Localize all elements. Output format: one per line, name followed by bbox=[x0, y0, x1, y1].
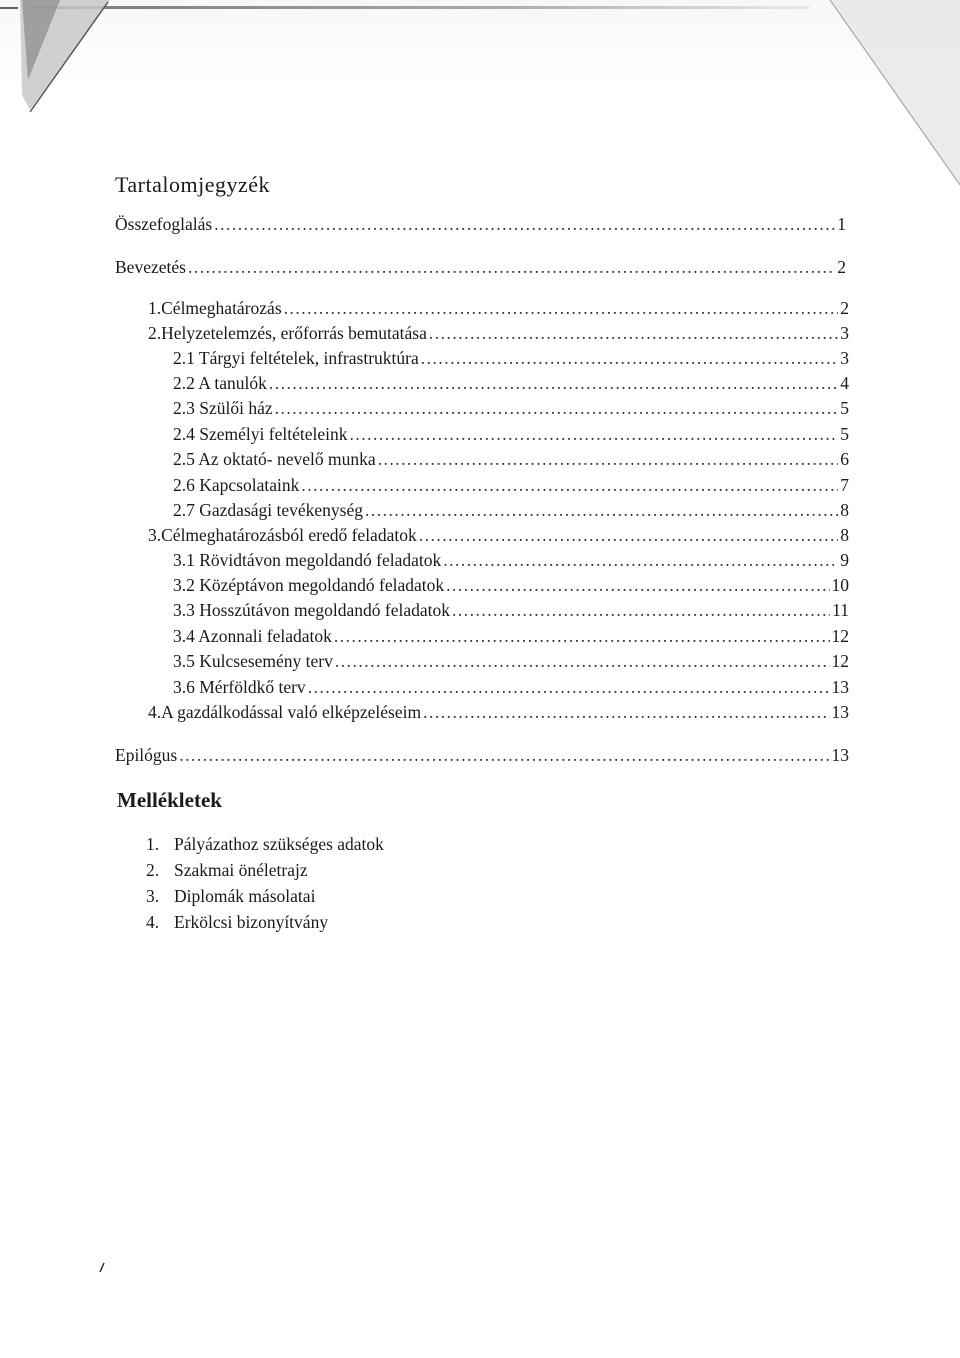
toc-entry-page: 3 bbox=[840, 348, 849, 368]
toc-entry bbox=[148, 323, 849, 347]
toc-entry bbox=[173, 550, 849, 574]
scan-edge-line bbox=[30, 6, 810, 9]
scan-speck bbox=[98, 1262, 106, 1274]
toc-entry-page: 2 bbox=[837, 257, 846, 277]
toc-entry-page: 4 bbox=[840, 373, 849, 393]
toc-entry bbox=[148, 298, 849, 322]
appendix-item-number: 2. bbox=[146, 860, 160, 880]
toc-entry bbox=[148, 702, 849, 726]
dot-leader bbox=[429, 323, 838, 344]
toc-entry-label: 2.2 A tanulók bbox=[173, 373, 267, 393]
appendix-item-label: Pályázathoz szükséges adatok bbox=[174, 834, 384, 854]
toc-entry-page: 8 bbox=[840, 500, 849, 520]
toc-entry-label: 3.5 Kulcsesemény terv bbox=[173, 651, 333, 671]
appendix-item bbox=[146, 860, 308, 881]
appendix-item bbox=[146, 834, 384, 855]
toc-entry-label: 2.5 Az oktató- nevelő munka bbox=[173, 449, 376, 469]
toc-entry-page: 7 bbox=[840, 475, 849, 495]
dot-leader bbox=[301, 475, 838, 496]
appendix-item-label: Diplomák másolatai bbox=[174, 886, 316, 906]
toc-entry-page: 13 bbox=[831, 677, 849, 697]
scan-shadow-artifact bbox=[810, 0, 960, 190]
dot-leader bbox=[378, 449, 839, 470]
toc-entry bbox=[115, 257, 846, 281]
toc-entry-label: A gazdálkodással való elképzeléseim bbox=[161, 702, 422, 722]
dot-leader bbox=[284, 298, 839, 319]
dot-leader bbox=[214, 214, 835, 235]
toc-entry-number: 3. bbox=[148, 525, 162, 545]
dot-leader bbox=[275, 398, 839, 419]
toc-entry bbox=[173, 398, 849, 422]
toc-entry-page: 9 bbox=[840, 550, 849, 570]
toc-entry bbox=[173, 575, 849, 599]
appendix-item-number: 1. bbox=[146, 834, 160, 854]
toc-entry-page: 13 bbox=[831, 745, 849, 765]
toc-entry-label: 3.2 Középtávon megoldandó feladatok bbox=[173, 575, 445, 595]
scan-fold-artifact bbox=[0, 0, 120, 130]
dot-leader bbox=[446, 575, 829, 596]
toc-entry-label: Összefoglalás bbox=[115, 214, 213, 234]
toc-entry-label: 3.6 Mérföldkő terv bbox=[173, 677, 306, 697]
toc-entry-number: 1. bbox=[148, 298, 162, 318]
toc-entry-page: 8 bbox=[840, 525, 849, 545]
toc-entry bbox=[173, 651, 849, 675]
dot-leader bbox=[335, 651, 830, 672]
toc-entry-label: 2.6 Kapcsolataink bbox=[173, 475, 300, 495]
toc-entry bbox=[173, 475, 849, 499]
toc-entry-page: 5 bbox=[840, 398, 849, 418]
appendix-item-number: 3. bbox=[146, 886, 160, 906]
toc-entry bbox=[115, 214, 846, 238]
toc-entry bbox=[173, 677, 849, 701]
toc-entry bbox=[173, 373, 849, 397]
toc-entry-number: 2. bbox=[148, 323, 162, 343]
dot-leader bbox=[188, 257, 835, 278]
dot-leader bbox=[349, 424, 838, 445]
appendix-item bbox=[146, 912, 328, 933]
toc-entry bbox=[173, 626, 849, 650]
toc-entry-page: 13 bbox=[831, 702, 849, 722]
toc-entry bbox=[173, 600, 849, 624]
toc-entry-label: 3.1 Rövidtávon megoldandó feladatok bbox=[173, 550, 442, 570]
dot-leader bbox=[308, 677, 830, 698]
toc-entry-page: 10 bbox=[831, 575, 849, 595]
toc-entry-label: 2.4 Személyi feltételeink bbox=[173, 424, 348, 444]
toc-entry-page: 3 bbox=[840, 323, 849, 343]
dot-leader bbox=[423, 702, 829, 723]
toc-entry-label: 3.3 Hosszútávon megoldandó feladatok bbox=[173, 600, 451, 620]
toc-entry-page: 6 bbox=[840, 449, 849, 469]
toc-entry bbox=[173, 449, 849, 473]
appendix-item bbox=[146, 886, 315, 907]
toc-entry-label: 2.3 Szülői ház bbox=[173, 398, 273, 418]
appendix-heading: Mellékletek bbox=[117, 788, 222, 812]
dot-leader bbox=[269, 373, 838, 394]
toc-entry-page: 11 bbox=[832, 600, 849, 620]
dot-leader bbox=[443, 550, 838, 571]
toc-entry bbox=[173, 424, 849, 448]
dot-leader bbox=[365, 500, 838, 521]
toc-entry bbox=[115, 745, 849, 769]
toc-entry-page: 12 bbox=[831, 626, 849, 646]
toc-entry-label: Célmeghatározásból eredő feladatok bbox=[161, 525, 417, 545]
toc-entry bbox=[173, 348, 849, 372]
dot-leader bbox=[179, 745, 829, 766]
toc-entry-label: 2.1 Tárgyi feltételek, infrastruktúra bbox=[173, 348, 419, 368]
toc-entry-label: Helyzetelemzés, erőforrás bemutatása bbox=[161, 323, 427, 343]
dot-leader bbox=[419, 525, 839, 546]
appendix-item-label: Szakmai önéletrajz bbox=[174, 860, 308, 880]
appendix-item-label: Erkölcsi bizonyítvány bbox=[174, 912, 329, 932]
dot-leader bbox=[334, 626, 830, 647]
toc-entry-page: 2 bbox=[840, 298, 849, 318]
toc-entry-page: 1 bbox=[837, 214, 846, 234]
toc-entry-label: 2.7 Gazdasági tevékenység bbox=[173, 500, 363, 520]
dot-leader bbox=[452, 600, 830, 621]
toc-entry bbox=[148, 525, 849, 549]
toc-entry-label: Célmeghatározás bbox=[161, 298, 282, 318]
toc-entry-label: 3.4 Azonnali feladatok bbox=[173, 626, 332, 646]
toc-entry-label: Epilógus bbox=[115, 745, 178, 765]
appendix-item-number: 4. bbox=[146, 912, 160, 932]
toc-entry-page: 5 bbox=[840, 424, 849, 444]
toc-entry-page: 12 bbox=[831, 651, 849, 671]
toc-entry bbox=[173, 500, 849, 524]
toc-title: Tartalomjegyzék bbox=[115, 172, 271, 197]
toc-entry-label: Bevezetés bbox=[115, 257, 186, 277]
dot-leader bbox=[421, 348, 839, 369]
toc-entry-number: 4. bbox=[148, 702, 162, 722]
